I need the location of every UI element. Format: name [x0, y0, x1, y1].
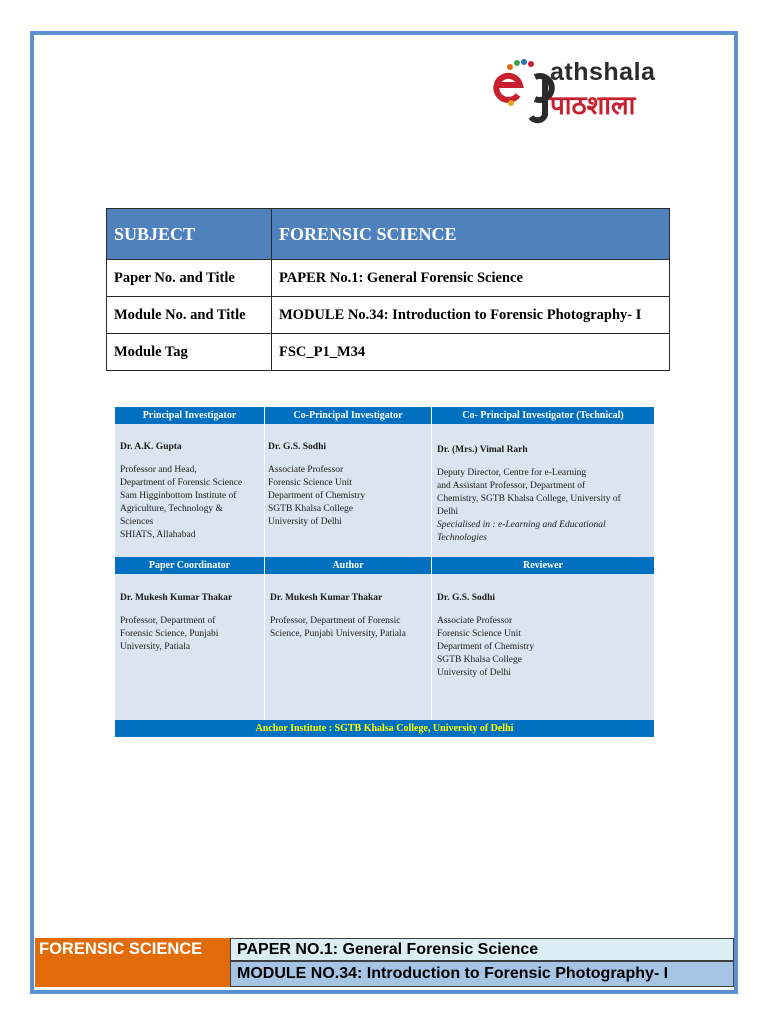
footer-module: MODULE NO.34: Introduction to Forensic Photography- I — [230, 961, 734, 987]
person-name: Dr. Mukesh Kumar Thakar — [120, 593, 233, 603]
principal-investigator-cell — [120, 441, 262, 542]
detail-line: Associate Professor — [437, 616, 513, 626]
table-row — [107, 260, 670, 297]
detail-line: Technologies — [437, 533, 487, 543]
person-name: Dr. G.S. Sodhi — [437, 593, 495, 603]
subject-table — [106, 208, 670, 371]
module-value: MODULE No.34: Introduction to Forensic Photography- I — [272, 297, 670, 334]
detail-line: Agriculture, Technology & — [120, 504, 223, 514]
detail-line: Professor, Department of Forensic — [270, 616, 401, 626]
person-name: Dr. A.K. Gupta — [120, 442, 182, 452]
subject-label: SUBJECT — [107, 209, 272, 260]
co-pi-technical-header: Co- Principal Investigator (Technical) — [462, 410, 624, 421]
detail-line: Deputy Director, Centre for e-Learning — [437, 468, 587, 478]
footer-subject-box — [35, 938, 230, 987]
detail-line: Forensic Science Unit — [268, 478, 352, 488]
detail-line: Professor and Head, — [120, 465, 197, 475]
paper-value: PAPER No.1: General Forensic Science — [272, 260, 670, 297]
footer-subject: FORENSIC SCIENCE — [39, 940, 203, 958]
detail-line: Associate Professor — [268, 465, 344, 475]
module-tag-value: FSC_P1_M34 — [272, 334, 670, 371]
detail-line: Department of Chemistry — [268, 491, 366, 501]
detail-line: Forensic Science Unit — [437, 629, 521, 639]
paper-coordinator-header: Paper Coordinator — [148, 560, 231, 571]
module-label: Module No. and Title — [107, 297, 272, 334]
detail-line: Professor, Department of — [120, 616, 216, 626]
detail-line: Science, Punjabi University, Patiala — [270, 629, 406, 639]
subject-value: FORENSIC SCIENCE — [272, 209, 670, 260]
co-principal-investigator-cell — [268, 441, 428, 529]
module-tag-label: Module Tag — [107, 334, 272, 371]
detail-line: Department of Forensic Science — [120, 478, 243, 488]
detail-line: Department of Chemistry — [437, 642, 535, 652]
author-cell — [270, 592, 430, 641]
detail-line: Chemistry, SGTB Khalsa College, University of — [437, 494, 621, 504]
detail-line: and Assistant Professor, Department of — [437, 481, 586, 491]
person-name: Dr. Mukesh Kumar Thakar — [270, 593, 383, 603]
detail-line: University of Delhi — [268, 517, 342, 527]
co-principal-investigator-header: Co-Principal Investigator — [293, 410, 403, 421]
detail-line: Delhi — [437, 507, 459, 517]
detail-line: University, Patiala — [120, 642, 191, 652]
detail-line: Specialised in : e-Learning and Educational — [437, 520, 606, 530]
table-row — [107, 297, 670, 334]
table-row — [107, 209, 670, 260]
person-name: Dr. (Mrs.) Vimal Rarh — [437, 445, 528, 455]
principal-investigator-header: Principal Investigator — [142, 410, 237, 421]
co-pi-technical-cell — [437, 444, 651, 545]
logo-hindi-text: पाठशाला — [550, 91, 636, 121]
paper-label: Paper No. and Title — [107, 260, 272, 297]
detail-line: Sam Higginbottom Institute of — [120, 491, 237, 501]
person-name: Dr. G.S. Sodhi — [268, 442, 326, 452]
reviewer-cell — [437, 592, 651, 680]
page-footer — [35, 938, 734, 987]
footer-paper: PAPER NO.1: General Forensic Science — [230, 938, 734, 961]
anchor-institute-text: Anchor Institute : SGTB Khalsa College, University of Delhi — [255, 723, 514, 734]
detail-line: Sciences — [120, 517, 154, 527]
credits-panel — [115, 407, 654, 737]
detail-line: SGTB Khalsa College — [268, 504, 353, 514]
epathshala-logo — [490, 55, 715, 125]
table-row — [107, 334, 670, 371]
logo-english-text: athshala — [550, 58, 656, 86]
detail-line: SHIATS, Allahabad — [120, 530, 196, 540]
detail-line: Forensic Science, Punjabi — [120, 629, 219, 639]
paper-coordinator-cell — [120, 592, 262, 654]
detail-line: University of Delhi — [437, 668, 511, 678]
reviewer-header: Reviewer — [523, 560, 563, 571]
detail-line: SGTB Khalsa College — [437, 655, 522, 665]
author-header: Author — [332, 560, 364, 571]
